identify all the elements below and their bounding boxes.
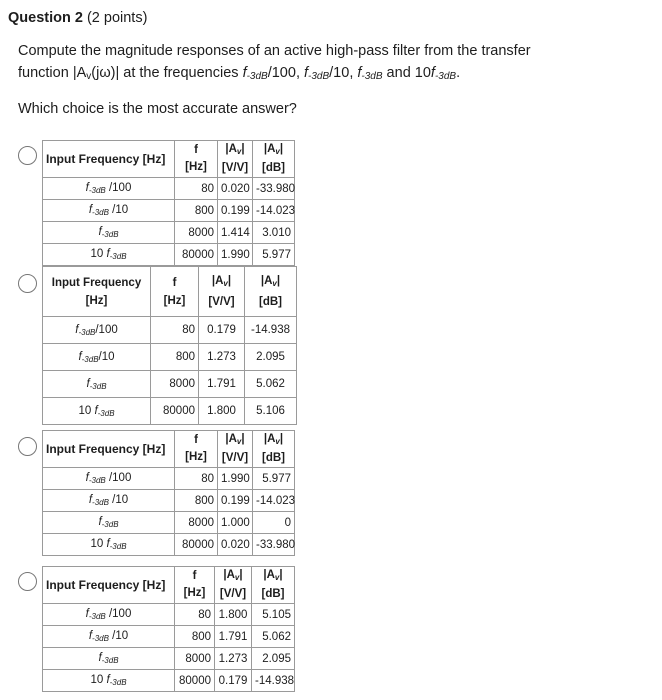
cell-f: 80000 bbox=[151, 398, 199, 425]
row-label: $f_{-3dB}/10$ bbox=[43, 344, 151, 371]
row-label: 10 $f_{-3dB}$ bbox=[43, 398, 151, 425]
header-av-db: $|A_v|$ [dB] bbox=[253, 431, 295, 468]
question-text bbox=[18, 40, 648, 88]
cell-f: 80 bbox=[151, 317, 199, 344]
radio-button-option-2[interactable] bbox=[18, 274, 37, 293]
cell-f: 80000 bbox=[175, 534, 218, 556]
answer-table-4 bbox=[42, 566, 295, 692]
cell-db: 5.062 bbox=[245, 371, 297, 398]
cell-db: 5.105 bbox=[252, 604, 295, 626]
frequency-list: $f_{-3dB}/100$, $f_{-3dB}/10$, $f_{-3dB}$ and $10f_{-3dB}$ bbox=[242, 65, 457, 82]
row-label: 10 $f_{-3dB}$ bbox=[43, 534, 175, 556]
table-row bbox=[43, 604, 295, 626]
header-f: f [Hz] bbox=[175, 141, 218, 178]
question-title: Question 2 bbox=[8, 10, 83, 26]
row-label: $f_{-3dB}$ /100 bbox=[43, 178, 175, 200]
table-row bbox=[43, 371, 297, 398]
header-av-vv: $|A_v|$ [V/V] bbox=[215, 567, 252, 604]
radio-button-option-1[interactable] bbox=[18, 146, 37, 165]
table-row bbox=[43, 244, 295, 266]
cell-db: -14.938 bbox=[252, 670, 295, 692]
cell-vv: 1.791 bbox=[215, 626, 252, 648]
cell-db: 2.095 bbox=[252, 648, 295, 670]
cell-db: 2.095 bbox=[245, 344, 297, 371]
cell-f: 800 bbox=[151, 344, 199, 371]
table-row bbox=[43, 344, 297, 371]
cell-f: 80000 bbox=[175, 244, 218, 266]
cell-vv: 0.199 bbox=[218, 490, 253, 512]
row-label: 10 $f_{-3dB}$ bbox=[43, 244, 175, 266]
question-header bbox=[8, 10, 147, 26]
answer-table-3 bbox=[42, 430, 295, 556]
question-prompt: Which choice is the most accurate answer? bbox=[18, 101, 297, 117]
cell-db: 5.062 bbox=[252, 626, 295, 648]
cell-f: 800 bbox=[175, 626, 215, 648]
row-label: $f_{-3dB}$ bbox=[43, 648, 175, 670]
cell-db: -14.938 bbox=[245, 317, 297, 344]
row-label: $f_{-3dB}$ /100 bbox=[43, 468, 175, 490]
cell-db: -14.023 bbox=[253, 200, 295, 222]
row-label: $f_{-3dB}$ bbox=[43, 222, 175, 244]
cell-f: 80000 bbox=[175, 670, 215, 692]
table-row bbox=[43, 512, 295, 534]
cell-vv: 1.273 bbox=[199, 344, 245, 371]
table-row bbox=[43, 178, 295, 200]
table-row bbox=[43, 200, 295, 222]
table-row bbox=[43, 398, 297, 425]
cell-db: 5.106 bbox=[245, 398, 297, 425]
row-label: $f_{-3dB}/100$ bbox=[43, 317, 151, 344]
cell-vv: 1.273 bbox=[215, 648, 252, 670]
cell-vv: 1.791 bbox=[199, 371, 245, 398]
question-text-line1: Compute the magnitude responses of an active high-pass filter from the transfer bbox=[18, 43, 531, 59]
cell-db: 5.977 bbox=[253, 468, 295, 490]
cell-vv: 1.000 bbox=[218, 512, 253, 534]
row-label: $f_{-3dB}$ bbox=[43, 512, 175, 534]
row-label: $f_{-3dB}$ bbox=[43, 371, 151, 398]
table-row bbox=[43, 468, 295, 490]
header-av-db: $|A_v|$ [dB] bbox=[252, 567, 295, 604]
cell-f: 80 bbox=[175, 178, 218, 200]
header-av-vv: $|A_v|$ [V/V] bbox=[199, 267, 245, 317]
table-row bbox=[43, 626, 295, 648]
cell-f: 800 bbox=[175, 200, 218, 222]
row-label: 10 $f_{-3dB}$ bbox=[43, 670, 175, 692]
row-label: $f_{-3dB}$ /10 bbox=[43, 626, 175, 648]
cell-f: 8000 bbox=[175, 222, 218, 244]
header-f: f [Hz] bbox=[175, 431, 218, 468]
cell-vv: 1.990 bbox=[218, 468, 253, 490]
cell-vv: 1.990 bbox=[218, 244, 253, 266]
row-label: $f_{-3dB}$ /10 bbox=[43, 200, 175, 222]
header-av-db: $|A_v|$ [dB] bbox=[245, 267, 297, 317]
header-f: f [Hz] bbox=[175, 567, 215, 604]
header-input-frequency: Input Frequency [Hz] bbox=[43, 567, 175, 604]
cell-vv: 0.179 bbox=[215, 670, 252, 692]
cell-f: 80 bbox=[175, 468, 218, 490]
header-av-vv: $|A_v|$ [V/V] bbox=[218, 141, 253, 178]
cell-f: 8000 bbox=[151, 371, 199, 398]
cell-db: -33.980 bbox=[253, 534, 295, 556]
cell-db: -14.023 bbox=[253, 490, 295, 512]
cell-f: 8000 bbox=[175, 648, 215, 670]
header-input-frequency: Input Frequency [Hz] bbox=[43, 267, 151, 317]
cell-f: 8000 bbox=[175, 512, 218, 534]
cell-db: 3.010 bbox=[253, 222, 295, 244]
cell-db: -33.980 bbox=[253, 178, 295, 200]
table-row bbox=[43, 670, 295, 692]
header-input-frequency: Input Frequency [Hz] bbox=[43, 141, 175, 178]
radio-button-option-3[interactable] bbox=[18, 437, 37, 456]
question-points: (2 points) bbox=[86, 10, 148, 26]
cell-vv: 0.020 bbox=[218, 534, 253, 556]
row-label: $f_{-3dB}$ /100 bbox=[43, 604, 175, 626]
cell-vv: 1.414 bbox=[218, 222, 253, 244]
cell-vv: 1.800 bbox=[199, 398, 245, 425]
table-row bbox=[43, 490, 295, 512]
answer-table-2 bbox=[42, 266, 297, 425]
radio-button-option-4[interactable] bbox=[18, 572, 37, 591]
cell-db: 0 bbox=[253, 512, 295, 534]
cell-vv: 0.199 bbox=[218, 200, 253, 222]
table-row bbox=[43, 534, 295, 556]
cell-vv: 0.020 bbox=[218, 178, 253, 200]
cell-vv: 0.179 bbox=[199, 317, 245, 344]
row-label: $f_{-3dB}$ /10 bbox=[43, 490, 175, 512]
cell-f: 800 bbox=[175, 490, 218, 512]
cell-db: 5.977 bbox=[253, 244, 295, 266]
table-row bbox=[43, 648, 295, 670]
header-av-vv: $|A_v|$ [V/V] bbox=[218, 431, 253, 468]
header-f: f [Hz] bbox=[151, 267, 199, 317]
cell-f: 80 bbox=[175, 604, 215, 626]
table-row bbox=[43, 317, 297, 344]
header-av-db: $|A_v|$ [dB] bbox=[253, 141, 295, 178]
cell-vv: 1.800 bbox=[215, 604, 252, 626]
answer-table-1 bbox=[42, 140, 295, 266]
table-row bbox=[43, 222, 295, 244]
question-text-line2: function $|A_v(j\omega)|$ at the frequencies $f_{-3dB}/100$, $f_{-3dB}/10$, $f_{-3dB}$ and $10f_{-3dB}$. bbox=[18, 65, 461, 82]
header-input-frequency: Input Frequency [Hz] bbox=[43, 431, 175, 468]
